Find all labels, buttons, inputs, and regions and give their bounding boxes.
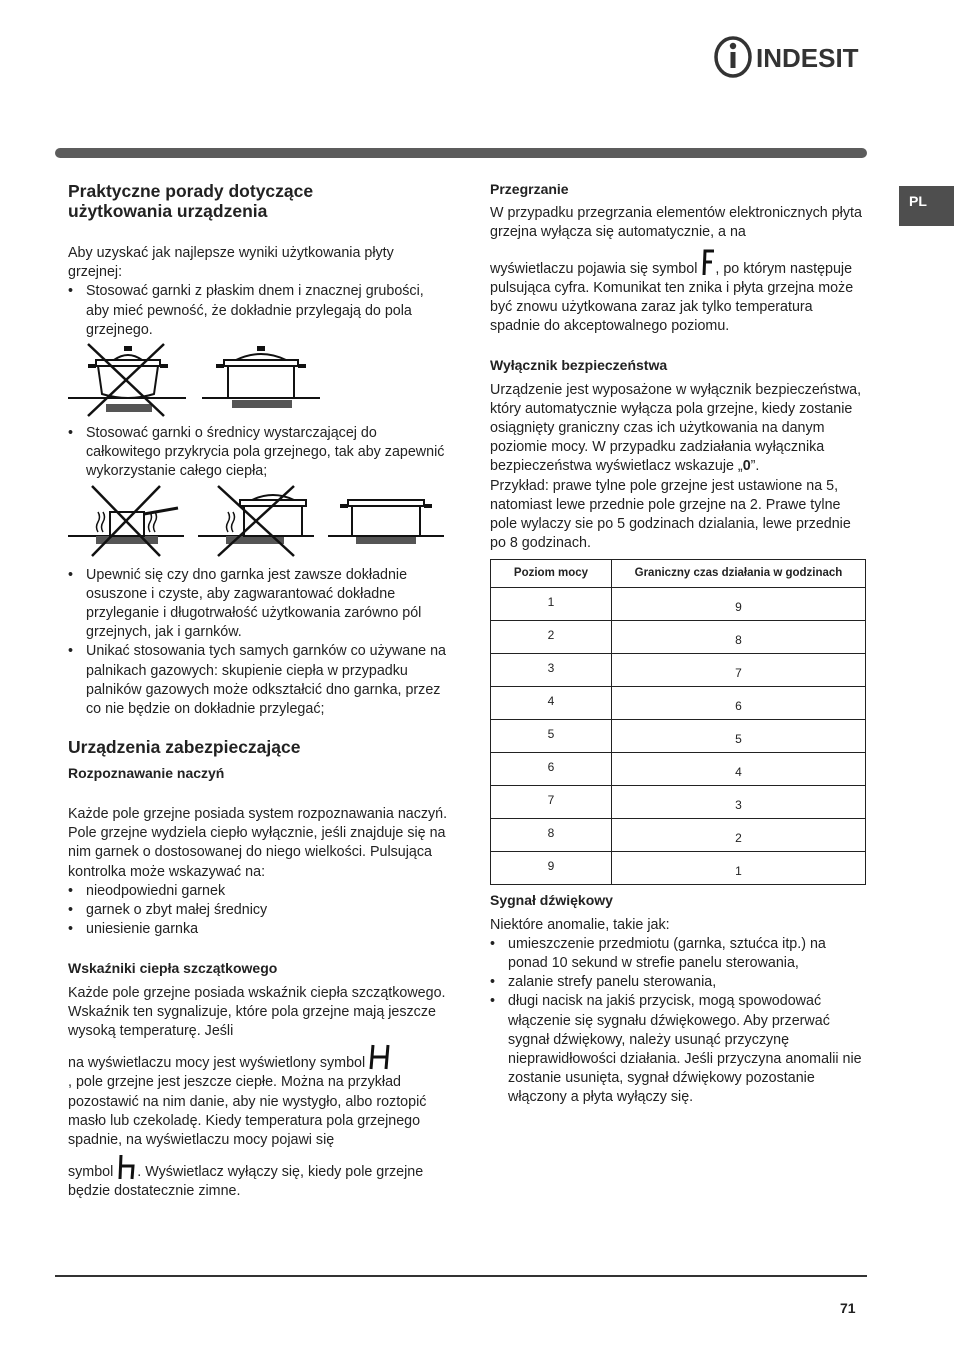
display-h-lowercase-icon bbox=[117, 1154, 137, 1180]
svg-text:INDESIT: INDESIT bbox=[756, 43, 859, 73]
language-tab: PL bbox=[899, 186, 954, 226]
subheading-recognition: Rozpoznawanie naczyń bbox=[68, 764, 225, 781]
list-item: • nieodpowiedni garnek bbox=[68, 882, 448, 901]
header-bar bbox=[55, 148, 867, 158]
overheat-text: , po którym następuje pulsująca cyfra. Komunikat ten znika i płyta grzejna może być znowu użytkowana zaraz jak tylko temperatura spadnie do akceptowalnego poziomu. bbox=[490, 260, 854, 335]
list-item: • Unikać stosowania tych samych garnków co używane na palnikach gazowych: skupienie ciepła w przypadku palników gazowych może odkształcić dno garnka, przez co nie będzie on dokładnie przylegać; bbox=[68, 642, 448, 719]
table-row: 8 2 bbox=[491, 819, 866, 852]
list-item: • długi nacisk na jakiś przycisk, mogą spowodować włączenie się sygnału dźwiękowego. Aby przerwać sygnał dźwiękowy, należy usunąć przyczynę nieprawidłowości działania. Jeśli przyczyna anomalii nie zostanie usunięta, sygnał dźwiękowy pozostanie włączony a płyta wyłączy się. bbox=[490, 992, 866, 1107]
display-f-icon bbox=[701, 249, 715, 277]
table-row: 5 5 bbox=[491, 720, 866, 753]
table-row: 9 1 bbox=[491, 852, 866, 885]
example-text: Przykład: prawe tylne pole grzejne jest ustawione na 5, natomiast lewe przednie pole grzejne na 2. Prawe tylne pole wylaczy sie po 5 godzinach dzialania, lewe przednie po 8 godzinach. bbox=[490, 477, 851, 552]
residual-text: Każde pole grzejne posiada wskaźnik ciepła szczątkowego. Wskaźnik ten sygnalizuje, które pola grzejne mają jeszcze wysoką temperaturę. Jeśli bbox=[68, 984, 446, 1039]
display-h-uppercase-icon bbox=[369, 1043, 391, 1071]
residual-text: symbol bbox=[68, 1164, 114, 1181]
table-row: 1 9 bbox=[491, 588, 866, 621]
table-row: 7 3 bbox=[491, 786, 866, 819]
list-item: • Stosować garnki o średnicy wystarczającej do całkowitego przykrycia pola grzejnego, tak aby zapewnić wykorzystanie całego ciepła; bbox=[68, 424, 448, 482]
footer-rule bbox=[55, 1275, 867, 1277]
safety-switch-text: Urządzenie jest wyposażone w wyłącznik bezpieczeństwa, który automatycznie wyłącza pola grzejne, kiedy zostanie osiągnięty graniczny czas ich użytkowania na danym poziomie mocy. W przypadku zadziałania wyłącznika bezpieczeństwa wyświetlacz wskazuje „0”. bbox=[490, 381, 862, 475]
subheading-sound-signal: Sygnał dźwiękowy bbox=[490, 892, 613, 909]
residual-text: na wyświetlaczu mocy jest wyświetlony symbol bbox=[68, 1055, 366, 1072]
time-limit-table bbox=[490, 559, 866, 885]
table-header-power-level: Poziom mocy bbox=[491, 560, 612, 588]
pot-small-lid-icon bbox=[198, 484, 316, 560]
list-item: • Upewnić się czy dno garnka jest zawsze dokładnie osuszone i czyste, aby zagwarantować dokładne przyleganie i długotrwałość użytkowania zarówno pól grzejnych, jak i garnków. bbox=[68, 566, 448, 643]
sound-intro: Niektóre anomalie, takie jak: bbox=[490, 916, 670, 933]
table-row: 4 6 bbox=[491, 687, 866, 720]
subheading-overheat: Przegrzanie bbox=[490, 181, 569, 197]
list-item: • Stosować garnki z płaskim dnem i znacznej grubości, aby mieć pewność, że dokładnie przylegają do pola grzejnego. bbox=[68, 282, 448, 340]
list-item: • umieszczenie przedmiotu (garnka, sztućca itp.) na ponad 10 sekund w strefie panelu sterowania, bbox=[490, 935, 866, 973]
overheat-text: wyświetlaczu pojawia się symbol bbox=[490, 260, 698, 277]
indesit-logo bbox=[712, 34, 872, 80]
pot-correct-icon bbox=[202, 342, 322, 418]
page-number: 71 bbox=[840, 1300, 856, 1316]
heading-tips: Praktyczne porady dotyczące użytkowania urządzenia bbox=[68, 181, 314, 221]
subheading-safety-switch: Wyłącznik bezpieczeństwa bbox=[490, 357, 668, 374]
list-item: • uniesienie garnka bbox=[68, 920, 448, 939]
pot-diameter-illustration bbox=[68, 484, 448, 560]
right-column bbox=[490, 180, 866, 1108]
left-column bbox=[68, 182, 448, 1202]
recognition-text: Każde pole grzejne posiada system rozpoznawania naczyń. Pole grzejne wydziela ciepło wyłącznie, jeśli znajduje się na nim garnek o dostosowanej do niego wielkości. Pulsująca kontrolka może wskazywać na: bbox=[68, 805, 448, 880]
overheat-text: W przypadku przegrzania elementów elektronicznych płyta grzejna wyłącza się automatycznie, a na bbox=[490, 205, 862, 241]
list-item: • zalanie strefy panelu sterowania, bbox=[490, 973, 866, 992]
residual-text: . Wyświetlacz wyłączy się, kiedy pole grzejne będzie dostatecznie zimne. bbox=[68, 1164, 424, 1200]
residual-text: , pole grzejne jest jeszcze ciepłe. Można na przykład pozostawić na nim danie, aby nie wystygło, albo roztopić masło lub czekoladę. Kiedy temperatura pola grzejnego spadnie, na wyświetlaczu mocy pojawi się bbox=[68, 1074, 427, 1148]
heading-safety: Urządzenia zabezpieczające bbox=[68, 737, 301, 758]
pot-too-small-icon bbox=[68, 484, 186, 560]
table-row: 6 4 bbox=[491, 753, 866, 786]
pot-flat-bottom-illustration bbox=[68, 342, 448, 418]
pot-right-size-icon bbox=[328, 484, 446, 560]
intro-text: Aby uzyskać jak najlepsze wyniki użytkowania płyty grzejnej: bbox=[68, 245, 394, 281]
subheading-residual-heat: Wskaźniki ciepła szczątkowego bbox=[68, 960, 278, 977]
table-row: 2 8 bbox=[491, 621, 866, 654]
list-item: • garnek o zbyt małej średnicy bbox=[68, 901, 448, 920]
table-header-time-limit: Graniczny czas działania w godzinach bbox=[612, 560, 866, 588]
table-row: 3 7 bbox=[491, 654, 866, 687]
pot-wrong-icon bbox=[68, 342, 188, 418]
